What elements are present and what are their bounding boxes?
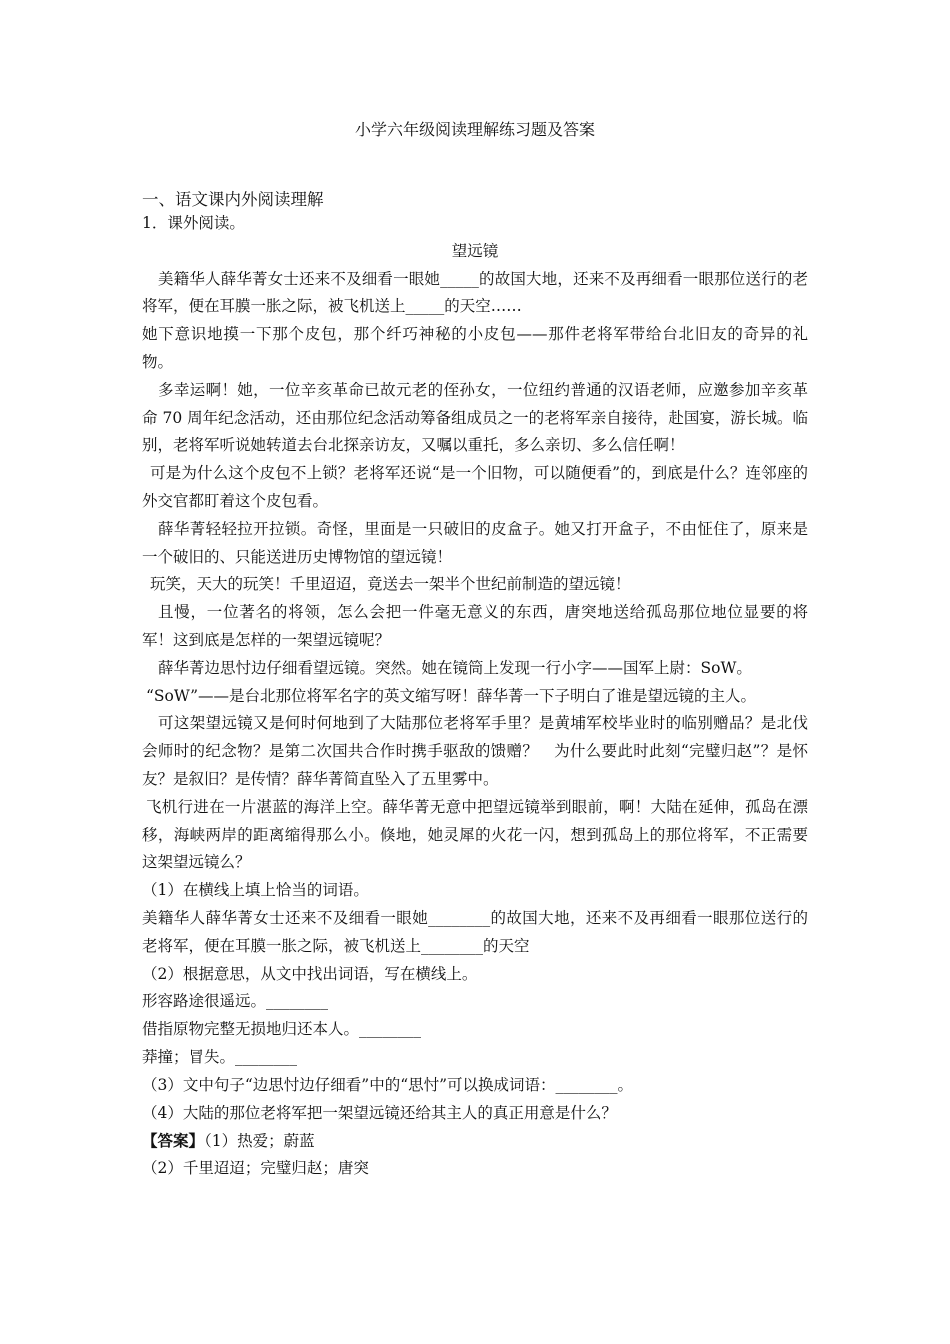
answer-1: （1）热爱；蔚蓝 <box>204 1132 315 1151</box>
passage-paragraph: 且慢，一位著名的将领，怎么会把一件毫无意义的东西，唐突地送给孤岛那位地位显要的将军！这到底是怎样的一架望远镜呢？ <box>142 603 808 649</box>
passage-title: 望远镜 <box>451 241 499 260</box>
passage-paragraph: 薛华菁边思忖边仔细看望远镜。突然。她在镜筒上发现一行小字——国军上尉：SoW。 <box>158 658 752 677</box>
document-title: 小学六年级阅读理解练习题及答案 <box>354 120 595 139</box>
question-1-label: （1）在横线上填上恰当的词语。 <box>142 881 369 900</box>
passage-paragraph: 飞机行进在一片湛蓝的海洋上空。薛华菁无意中把望远镜举到眼前，啊！大陆在延伸，孤岛在漂移，海峡两岸的距离缩得那么小。倏地，她灵犀的火花一闪，想到孤岛上的那位将军，不正需要这架望远镜么？ <box>142 797 808 872</box>
passage-paragraph: 玩笑，天大的玩笑！千里迢迢，竟送去一架半个世纪前制造的望远镜！ <box>150 575 631 594</box>
passage-paragraph: 薛华菁轻轻拉开拉锁。奇怪，里面是一只破旧的皮盒子。她又打开盒子，不由怔住了，原来是一个破旧的、只能送进历史博物馆的望远镜！ <box>142 519 808 566</box>
answer-tag: 【答案】 <box>142 1131 205 1151</box>
question-2-item: 借指原物完整无损地归还本人。________ <box>142 1020 422 1039</box>
passage-paragraph: 可这架望远镜又是何时何地到了大陆那位老将军手里？是黄埔军校毕业时的临别赠品？是北伐会师时的纪念物？是第二次国共合作时携手驱敌的馈赠？ 为什么要此时此刻“完璧归赵”？是怀友？是叙旧？是传情？薛华菁简直坠入了五里雾中。 <box>142 714 808 788</box>
question-intro: 1．课外阅读。 <box>142 214 245 232</box>
passage-paragraph: 美籍华人薛华菁女士还来不及细看一眼她_____的故国大地，还来不及再细看一眼那位送行的老将军，便在耳膜一胀之际，被飞机送上_____的天空…… <box>142 269 808 316</box>
passage-paragraph: “SoW”——是台北那位将军名字的英文缩写呀！薛华菁一下子明白了谁是望远镜的主人。 <box>146 686 757 705</box>
question-2-item: 形容路途很遥远。________ <box>142 992 329 1011</box>
question-1-text: 美籍华人薛华菁女士还来不及细看一眼她________的故国大地，还来不及再细看一眼那位送行的老将军，便在耳膜一胀之际，被飞机送上________的天空 <box>142 908 808 955</box>
passage-paragraph: 她下意识地摸一下那个皮包，那个纤巧神秘的小皮包——那件老将军带给台北旧友的奇异的礼物。 <box>142 325 808 371</box>
answer-line-1 <box>142 1127 808 1155</box>
question-2-item: 莽撞；冒失。________ <box>142 1047 298 1066</box>
answer-2: （2）千里迢迢；完璧归赵；唐突 <box>142 1159 369 1178</box>
document-body <box>142 210 808 1183</box>
question-4: （4）大陆的那位老将军把一架望远镜还给其主人的真正用意是什么？ <box>142 1103 617 1122</box>
passage-paragraph: 多幸运啊！她，一位辛亥革命已故元老的侄孙女，一位纽约普通的汉语老师，应邀参加辛亥革命 70 周年纪念活动，还由那位纪念活动筹备组成员之一的老将军亲自接待，赴国宴，游长城。临别，老将军听说她转道去台北探亲访友，又嘱以重托，多么亲切、多么信任啊！ <box>142 380 808 455</box>
section-heading: 一、语文课内外阅读理解 <box>142 190 324 209</box>
passage-paragraph: 可是为什么这个皮包不上锁？老将军还说“是一个旧物，可以随便看”的，到底是什么？连邻座的外交官都盯着这个皮包看。 <box>142 464 808 510</box>
question-3: （3）文中句子“边思忖边仔细看”中的“思忖”可以换成词语：________。 <box>142 1075 634 1094</box>
question-2-label: （2）根据意思，从文中找出词语，写在横线上。 <box>142 964 478 983</box>
